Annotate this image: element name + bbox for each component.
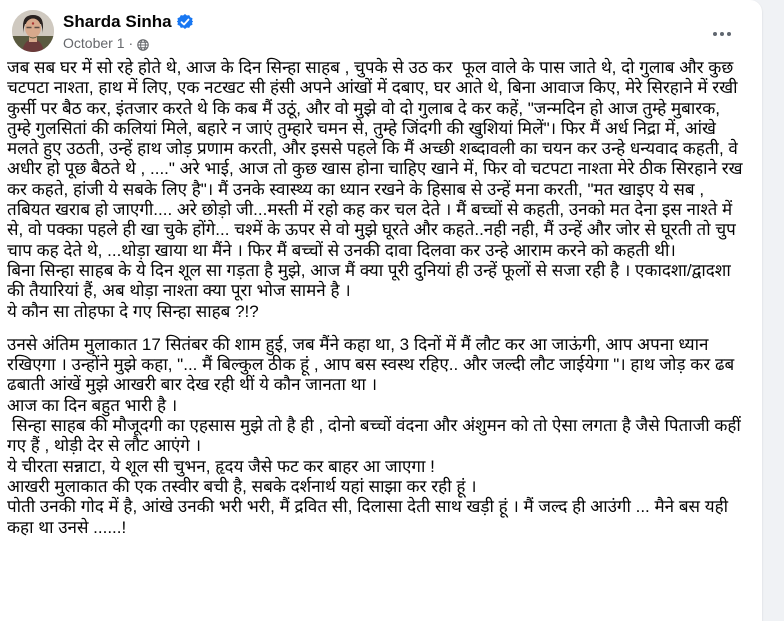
- post-paragraph: आखरी मुलाकात की एक तस्वीर बची है, सबके दर्शनार्थ यहां साझा कर रही हूं ।: [7, 476, 477, 496]
- post-date[interactable]: October 1: [63, 35, 125, 51]
- header-text: [63, 10, 704, 52]
- post-paragraph: आज का दिन बहुत भारी है ।: [7, 395, 178, 415]
- post-body: [0, 52, 762, 538]
- post-meta: [63, 35, 704, 52]
- globe-audience-icon: [137, 38, 149, 50]
- author-name[interactable]: Sharda Sinha: [63, 12, 172, 31]
- post-paragraph: उनसे अंतिम मुलाकात 17 सितंबर की शाम हुई, जब मैंने कहा था, 3 दिनों में मैं लौट कर आ जाऊंगी, आप अपना ध्यान रखिएगा । उन्होंने मुझे कहा, "... मैं बिल्कुल ठीक हूं , आप बस स्वस्थ रहिए.. और जल्दी लौट जाईयेगा "। हाथ जोड़ कर ढब ढबाती आंखें मुझे आखरी बार देख रही थीं ये कौन जानता था ।: [7, 334, 739, 395]
- author-avatar[interactable]: [12, 10, 54, 52]
- more-options-button[interactable]: [704, 16, 740, 52]
- post-paragraph: सिन्हा साहब की मौजूदगी का एहसास मुझे तो है ही , दोनो बच्चों वंदना और अंशुमन को तो ऐसा लगता है जैसे पिताजी कहीं गए हैं , थोड़ी देर से लौट आएंगे ।: [7, 416, 746, 456]
- verified-badge-icon: [177, 14, 193, 30]
- post-paragraph: ये चीरता सन्नाटा, ये शूल सी चुभन, हृदय जैसे फट कर बाहर आ जाएगा !: [7, 456, 435, 476]
- more-options-icon: [713, 32, 717, 36]
- post-paragraph: बिना सिन्हा साहब के ये दिन शूल सा गड़ता है मुझे, आज मैं क्या पूरी दुनियां ही उन्हें फूलों से सजा रही है । एकादशा/द्वादशा की तैयारियां हैं, अब थोड़ा नाश्ता क्या पूरा भोज सामने है ।: [7, 260, 736, 301]
- post-paragraph: ये कौन सा तोहफा दे गए सिन्हा साहब ?!?: [7, 301, 259, 321]
- post-paragraph: जब सब घर में सो रहे होते थे, आज के दिन सिन्हा साहब , चुपके से उठ कर फूल वाले के पास जाते थे, दो गुलाब और कुछ चटपटा नाश्ता, हाथ में लिए, एक नटखट सी हंसी अपने आंखों में दबाए, घर आते थे, बिना आवाज किए, मेरे सिरहाने में रखी कुर्सी पर बैठ कर, इंतजार करते थे कि कब मैं उठूं, और वो मुझे वो दो गुलाब दे कर कहें, "जन्मदिन हो आज तुम्हे मुबारक, तुम्हे गुलसितां की कलियां मिले, बहारे न जाएं तुम्हारे चमन से, तुम्हे जिंदगी की खुशियां मिलें"। फिर मैं अर्ध निद्रा में, आंखे मलते हुए उठती, उन्हें हाथ जोड़ प्रणाम करती, और इससे पहले कि मैं अच्छी शब्दावली का चयन कर उन्हे धन्यवाद कहती, वे अधीर हो पूछ बैठते थे , ...." अरे भाई, आज तो कुछ खास होना चाहिए खाने में, फिर वो चटपटा नाश्ता मेरे ठीक सिरहाने रख कर कहते, हांजी ये सबके लिए है"। मैं उनके स्वास्थ्य का ध्यान रखने के हिसाब से उन्हें मना करती, "मत खाइए ये सब , तबियत खराब हो जाएगी.... अरे छोड़ो जी...मस्ती में रहो कह कर चल देते । मैं बच्चों से कहती, उनको मत देना इस नाश्ते में से, वो पक्का पहले ही खा चुके होंगे... चश्में के ऊपर से वो मुझे घूरते और कहते..नही नही, मैं उन्हें और जोर से घूरती तो चुप चाप कह देते थे, ...थोड़ा खाया था मैंने । फिर मैं बच्चों से उनकी दावा दिलवा कर उन्हे आराम करने को कहती थी।: [7, 58, 748, 260]
- meta-separator: ·: [128, 35, 134, 51]
- post-paragraph: पोती उनकी गोद में है, आंखे उनकी भरी भरी, मैं द्रवित सी, दिलासा देती साथ खड़ी हूं । मैं जल्द ही आउंगी ... मैने बस यही कहा था उनसे ......!: [7, 497, 733, 537]
- post-header: [0, 0, 762, 52]
- avatar-image: [12, 10, 54, 52]
